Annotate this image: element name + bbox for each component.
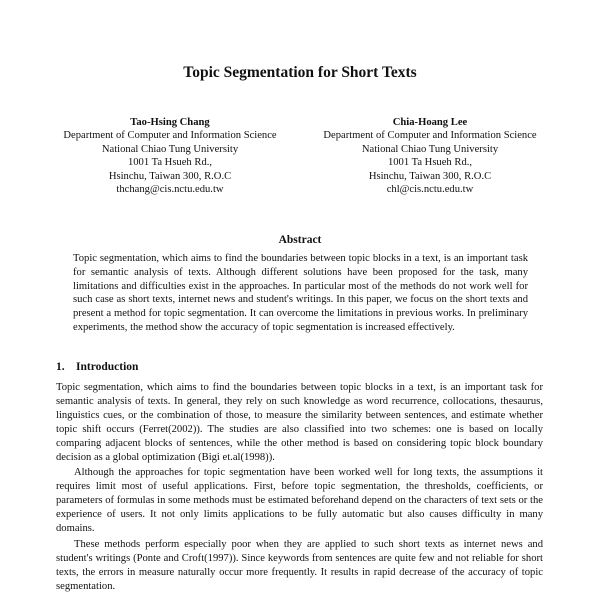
paragraph: Although the approaches for topic segmentation have been worked well for long texts, the assumptions it requires limit most of useful applications. First, before topic segmentation, the thresholds, coefficients, or parameters of formulas in some methods must be estimated beforehand depend on the characters of text sets or the experience of users. It not only limits applications to be fully automatic but also causes difficulty in many domains. <box>56 467 543 535</box>
abstract-text: Topic segmentation, which aims to find the boundaries between topic blocks in a text, is an important task for semantic analysis of texts. Although different solutions have been proposed for the task, many limitations and difficulties exist in the approaches. In particular most of the methods do not work well for such case as short texts, internet news and student's writings. In this paper, we focus on the short texts and present a method for topic segmentation. It can overcome the limitations in previous works. In preliminary experiments, the method show the accuracy of topic segmentation is increased effectively. <box>73 253 528 333</box>
author-email: chl@cis.nctu.edu.tw <box>386 184 474 196</box>
abstract-heading: Abstract <box>278 234 322 246</box>
author-university: National Chiao Tung University <box>361 143 499 155</box>
author-department: Department of Computer and Information Science <box>63 130 277 142</box>
paragraph: These methods perform especially poor when they are applied to such short texts as internet news and student's writings (Ponte and Croft(1997)). Since keywords from sentences are quite few and not reliable for short texts, the errors in measure naturally occur more frequently. It results in rapid decrease of the accuracy of topic segmentation. <box>56 538 543 592</box>
author-department: Department of Computer and Information Science <box>323 130 537 142</box>
author-address: 1001 Ta Hsueh Rd., <box>387 157 473 169</box>
author-address: 1001 Ta Hsueh Rd., <box>127 157 213 169</box>
introduction-body <box>56 381 543 596</box>
author-city: Hsinchu, Taiwan 300, R.O.C <box>368 170 492 182</box>
paper-title: Topic Segmentation for Short Texts <box>183 64 417 81</box>
author-block-1 <box>40 116 300 196</box>
section-heading <box>56 361 138 373</box>
author-city: Hsinchu, Taiwan 300, R.O.C <box>108 170 232 182</box>
paragraph: Topic segmentation, which aims to find the boundaries between topic blocks in a text, is an important task for semantic analysis of texts. In general, they rely on such knowledge as word recurrence, collocations, thesaurus, linguistics cues, or the combination of those, to measure the similarity between sentences, and estimate whether topic shift occurs (Ferret(2002)). The studies are also classified into two schemes: one is based on locally comparing adjacent blocks of sentences, while the other method is based on considering topic block boundary decision as a global optimization (Bigi et.al(1998)). <box>56 382 543 463</box>
author-email: thchang@cis.nctu.edu.tw <box>116 184 224 196</box>
author-name: Chia-Hoang Lee <box>392 117 468 128</box>
section-number: 1. <box>56 361 65 373</box>
section-title: Introduction <box>76 361 139 373</box>
author-university: National Chiao Tung University <box>101 143 239 155</box>
author-block-2 <box>298 116 562 196</box>
author-name: Tao-Hsing Chang <box>130 117 210 128</box>
